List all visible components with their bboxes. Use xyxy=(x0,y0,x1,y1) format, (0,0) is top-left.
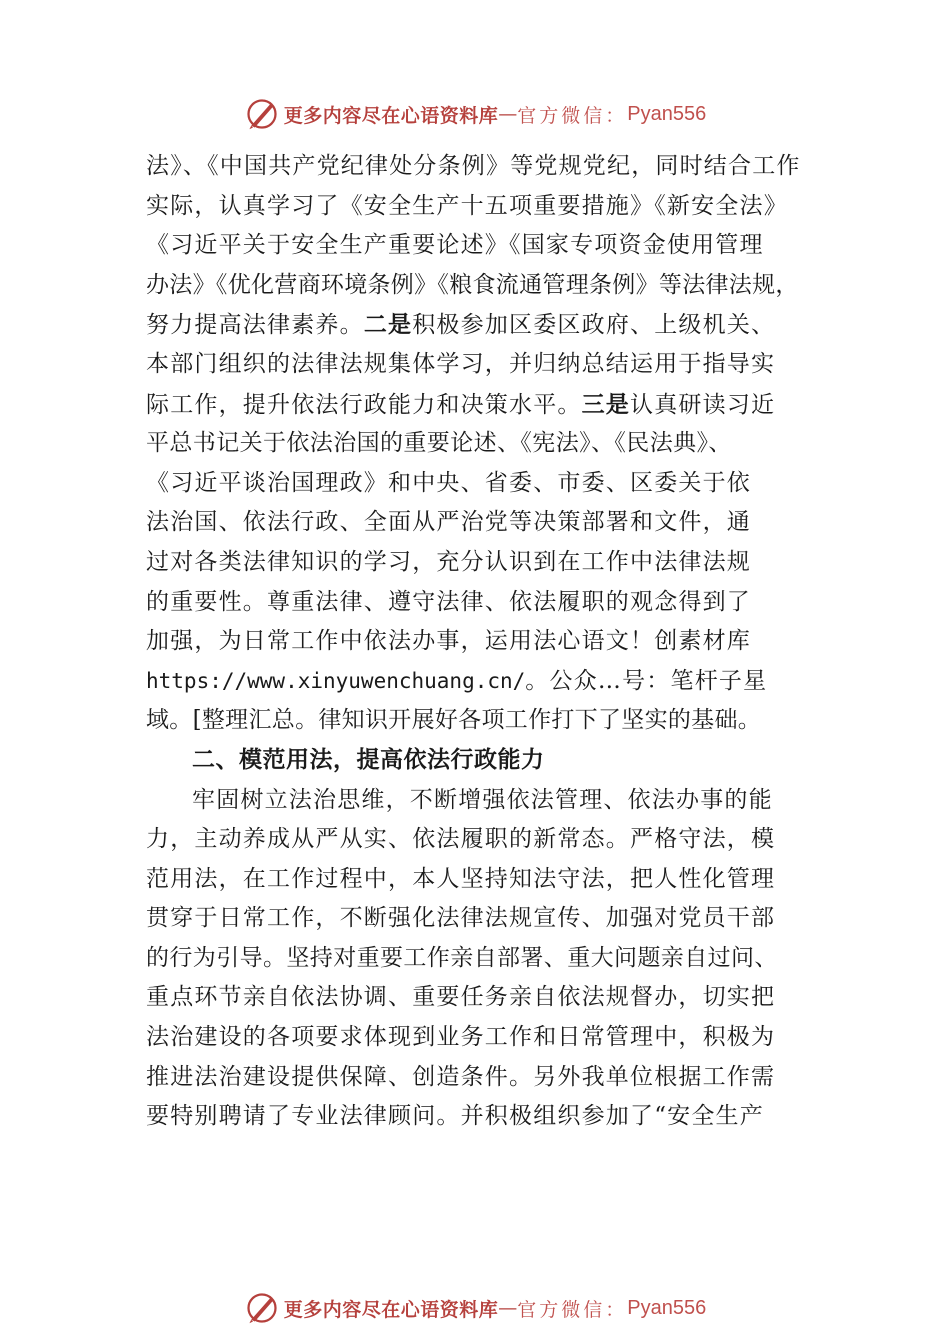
body-line: 重点环节亲自依法协调、重要任务亲自依法规督办，切实把 xyxy=(146,984,776,1011)
pen-logo-icon xyxy=(244,1290,280,1326)
body-line xyxy=(146,385,836,425)
body-line: 加强，为日常工作中依法办事，运用法心语文！创素材库 xyxy=(146,628,751,655)
body-line: 贯穿于日常工作，不断强化法律法规宣传、加强对党员干部 xyxy=(146,905,776,932)
body-line: 域。[整理汇总。律知识开展好各项工作打下了坚实的基础。 xyxy=(146,707,762,734)
banner-dash: — xyxy=(498,103,518,125)
banner-official-label: 官方微信： xyxy=(517,104,628,127)
body-line: 《习近平谈治国理政》和中央、省委、市委、区委关于依 xyxy=(146,469,751,496)
document-body xyxy=(146,147,836,1137)
body-line: 的重要性。尊重法律、遵守法律、依法履职的观念得到了 xyxy=(146,588,751,615)
footer-watermark-banner xyxy=(0,1288,950,1328)
body-line: 牢固树立法治思维，不断增强依法管理、依法办事的能 xyxy=(192,786,773,813)
pen-logo-icon xyxy=(244,96,280,132)
banner-official-label: 官方微信： xyxy=(517,1298,628,1321)
body-line: 过对各类法律知识的学习，充分认识到在工作中法律法规 xyxy=(146,548,751,575)
header-watermark-banner xyxy=(0,94,950,134)
point-two-label: 二是 xyxy=(363,311,413,339)
website-url: https://www.xinyuwenchuang.cn/ xyxy=(146,668,526,693)
point-three-label: 三是 xyxy=(581,390,631,418)
body-text: 。公众…号：笔杆子星 xyxy=(525,667,768,694)
body-line: 要特别聘请了专业法律顾问。并积极组织参加了“安全生产 xyxy=(146,1103,764,1130)
body-line: 法治建设的各项要求体现到业务工作和日常管理中，积极为 xyxy=(146,1024,776,1051)
banner-account-id: Pyan556 xyxy=(627,102,707,125)
body-text: 际工作，提升依法行政能力和决策水平。 xyxy=(146,391,582,418)
section-heading: 二、模范用法，提高依法行政能力 xyxy=(192,746,545,773)
body-line: 力，主动养成从严从实、依法履职的新常态。严格守法，模 xyxy=(146,826,776,853)
body-line: 的行为引导。坚持对重要工作亲自部署、重大问题亲自过问、 xyxy=(146,944,778,971)
body-line: 推进法治建设提供保障、创造条件。另外我单位根据工作需 xyxy=(146,1063,776,1090)
body-line: 法》、《中国共产党纪律处分条例》等党规党纪，同时结合工作 xyxy=(146,153,801,179)
body-line: 办法》《优化营商环境条例》《粮食流通管理条例》等法律法规， xyxy=(146,271,799,298)
banner-brand-text: 更多内容尽在心语资料库 xyxy=(283,1298,499,1321)
body-text: 积极参加区委区政府、上级机关、 xyxy=(412,312,776,339)
body-line: 法治国、依法行政、全面从严治党等决策部署和文件，通 xyxy=(146,509,751,536)
banner-account-id: Pyan556 xyxy=(627,1296,707,1319)
body-line: 实际，认真学习了《安全生产十五项重要措施》《新安全法》 xyxy=(146,192,788,219)
body-text: 努力提高法律素养。 xyxy=(146,312,364,339)
body-line xyxy=(146,662,836,702)
body-line: 《习近平关于安全生产重要论述》《国家专项资金使用管理 xyxy=(146,232,764,259)
body-line: 范用法，在工作过程中，本人坚持知法守法，把人性化管理 xyxy=(146,865,776,892)
banner-brand-text: 更多内容尽在心语资料库 xyxy=(283,104,499,127)
body-line: 平总书记关于依法治国的重要论述、《宪法》、《民法典》、 xyxy=(146,430,732,457)
body-line xyxy=(146,305,836,345)
banner-dash: — xyxy=(498,1297,518,1319)
body-line: 本部门组织的法律法规集体学习，并归纳总结运用于指导实 xyxy=(146,350,776,377)
body-text: 认真研读习近 xyxy=(630,391,776,418)
